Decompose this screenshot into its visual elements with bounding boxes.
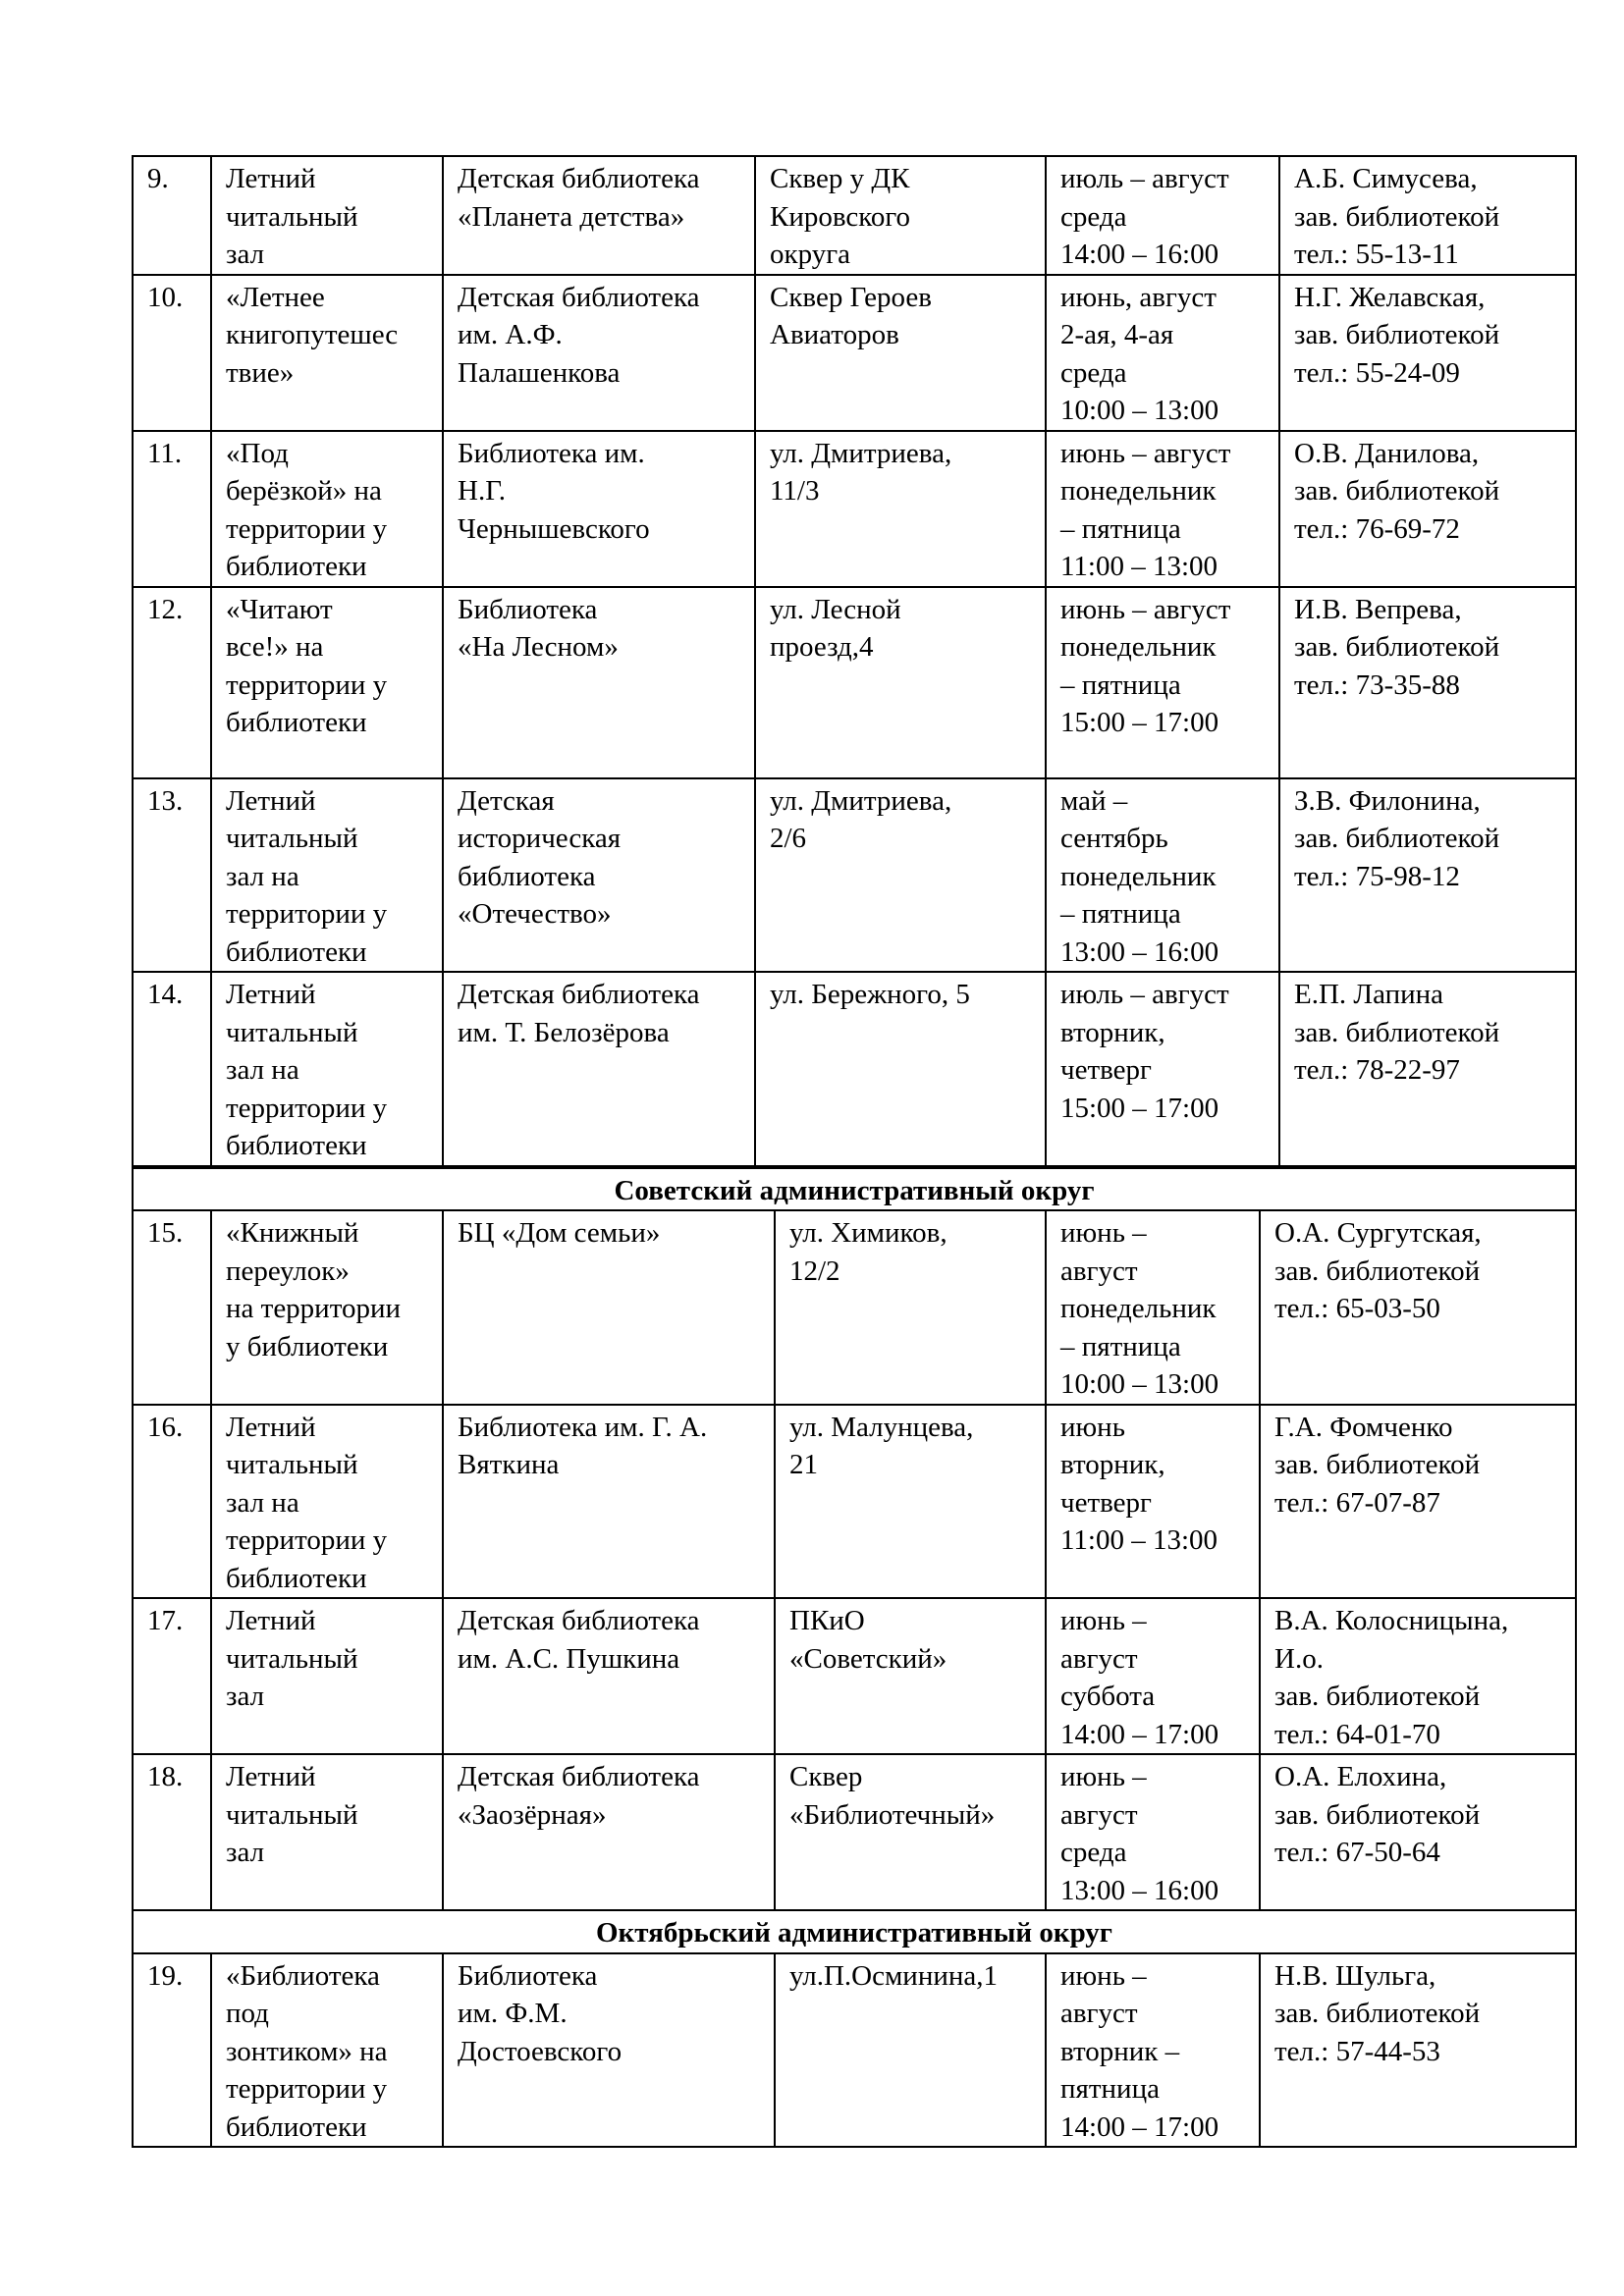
cell-location: Сквер Героев Авиаторов (755, 275, 1046, 431)
cell-number: 9. (133, 156, 211, 275)
cell-number: 11. (133, 431, 211, 587)
cell-event-name: «Книжный переулок» на территории у библиотеки (211, 1210, 443, 1405)
section-title-oktyabrsky: Октябрьский административный округ (133, 1910, 1576, 1953)
cell-contact: О.В. Данилова, зав. библиотекой тел.: 76-69-72 (1279, 431, 1576, 587)
cell-location: ул. Дмитриева, 2/6 (755, 778, 1046, 973)
cell-contact: З.В. Филонина, зав. библиотекой тел.: 75-98-12 (1279, 778, 1576, 973)
cell-event-name: «Читают все!» на территории у библиотеки (211, 587, 443, 778)
cell-library: Детская библиотека «Заозёрная» (443, 1754, 775, 1910)
table-row (133, 972, 1576, 1166)
cell-schedule: июнь, август 2-ая, 4-ая среда 10:00 – 13:00 (1046, 275, 1279, 431)
cell-number: 14. (133, 972, 211, 1166)
cell-location: ул. Дмитриева, 11/3 (755, 431, 1046, 587)
cell-location: ул. Химиков, 12/2 (775, 1210, 1046, 1405)
cell-number: 18. (133, 1754, 211, 1910)
cell-library: Библиотека им. Н.Г. Чернышевского (443, 431, 755, 587)
cell-number: 12. (133, 587, 211, 778)
cell-library: Детская библиотека им. А.Ф. Палашенкова (443, 275, 755, 431)
table-row (133, 778, 1576, 973)
cell-schedule: июль – август среда 14:00 – 16:00 (1046, 156, 1279, 275)
cell-event-name: «Под берёзкой» на территории у библиотеки (211, 431, 443, 587)
table-body-sovetsky (133, 1210, 1576, 1910)
document-page (132, 155, 1575, 2148)
cell-location: ул. Бережного, 5 (755, 972, 1046, 1166)
section-title-sovetsky: Советский административный округ (133, 1168, 1576, 1211)
cell-schedule: июнь – август вторник – пятница 14:00 – 17:00 (1046, 1953, 1260, 2148)
cell-library: Библиотека им. Г. А. Вяткина (443, 1405, 775, 1599)
cell-event-name: «Библиотека под зонтиком» на территории у библиотеки (211, 1953, 443, 2148)
table-body-oktyabrsky (133, 1953, 1576, 2148)
cell-event-name: «Летнее книгопутешес твие» (211, 275, 443, 431)
cell-number: 16. (133, 1405, 211, 1599)
cell-event-name: Летний читальный зал на территории у библиотеки (211, 778, 443, 973)
section-header-row (133, 1168, 1576, 1211)
cell-contact: О.А. Сургутская, зав. библиотекой тел.: 65-03-50 (1260, 1210, 1576, 1405)
cell-schedule: июнь – август среда 13:00 – 16:00 (1046, 1754, 1260, 1910)
table-row (133, 275, 1576, 431)
cell-schedule: июнь вторник, четверг 11:00 – 13:00 (1046, 1405, 1260, 1599)
cell-location: ул.П.Осминина,1 (775, 1953, 1046, 2148)
cell-library: Детская библиотека им. Т. Белозёрова (443, 972, 755, 1166)
table-row (133, 1405, 1576, 1599)
cell-event-name: Летний читальный зал (211, 156, 443, 275)
cell-event-name: Летний читальный зал на территории у библиотеки (211, 1405, 443, 1599)
table-row (133, 156, 1576, 275)
cell-location: Сквер у ДК Кировского округа (755, 156, 1046, 275)
cell-schedule: июль – август вторник, четверг 15:00 – 17:00 (1046, 972, 1279, 1166)
cell-library: Детская библиотека им. А.С. Пушкина (443, 1598, 775, 1754)
schedule-table-sovetsky (132, 1167, 1577, 2149)
cell-number: 13. (133, 778, 211, 973)
cell-contact: А.Б. Симусева, зав. библиотекой тел.: 55-13-11 (1279, 156, 1576, 275)
cell-number: 10. (133, 275, 211, 431)
cell-contact: Г.А. Фомченко зав. библиотекой тел.: 67-07-87 (1260, 1405, 1576, 1599)
cell-library: Библиотека «На Лесном» (443, 587, 755, 778)
cell-schedule: июнь – август понедельник – пятница 10:00 – 13:00 (1046, 1210, 1260, 1405)
table-row (133, 587, 1576, 778)
cell-contact: И.В. Вепрева, зав. библиотекой тел.: 73-35-88 (1279, 587, 1576, 778)
table-row (133, 431, 1576, 587)
cell-location: ул. Малунцева, 21 (775, 1405, 1046, 1599)
table-body-kirovsky (133, 156, 1576, 1166)
table-row (133, 1210, 1576, 1405)
cell-event-name: Летний читальный зал на территории у библиотеки (211, 972, 443, 1166)
cell-contact: Н.В. Шульга, зав. библиотекой тел.: 57-44-53 (1260, 1953, 1576, 2148)
cell-event-name: Летний читальный зал (211, 1754, 443, 1910)
cell-number: 17. (133, 1598, 211, 1754)
cell-schedule: июнь – август понедельник – пятница 11:00 – 13:00 (1046, 431, 1279, 587)
cell-library: Детская библиотека «Планета детства» (443, 156, 755, 275)
cell-location: ПКиО «Советский» (775, 1598, 1046, 1754)
cell-event-name: Летний читальный зал (211, 1598, 443, 1754)
cell-contact: Н.Г. Желавская, зав. библиотекой тел.: 55-24-09 (1279, 275, 1576, 431)
table-row (133, 1754, 1576, 1910)
schedule-table (132, 155, 1577, 1167)
cell-library: Библиотека им. Ф.М. Достоевского (443, 1953, 775, 2148)
cell-library: БЦ «Дом семьи» (443, 1210, 775, 1405)
section-header-row (133, 1910, 1576, 1953)
cell-number: 15. (133, 1210, 211, 1405)
cell-schedule: июнь – август суббота 14:00 – 17:00 (1046, 1598, 1260, 1754)
cell-location: Сквер «Библиотечный» (775, 1754, 1046, 1910)
table-row (133, 1598, 1576, 1754)
cell-contact: Е.П. Лапина зав. библиотекой тел.: 78-22-97 (1279, 972, 1576, 1166)
cell-schedule: июнь – август понедельник – пятница 15:00 – 17:00 (1046, 587, 1279, 778)
cell-contact: О.А. Елохина, зав. библиотекой тел.: 67-50-64 (1260, 1754, 1576, 1910)
cell-library: Детская историческая библиотека «Отечество» (443, 778, 755, 973)
cell-schedule: май – сентябрь понедельник – пятница 13:00 – 16:00 (1046, 778, 1279, 973)
table-row (133, 1953, 1576, 2148)
cell-contact: В.А. Колосницына, И.о. зав. библиотекой тел.: 64-01-70 (1260, 1598, 1576, 1754)
cell-number: 19. (133, 1953, 211, 2148)
cell-location: ул. Лесной проезд,4 (755, 587, 1046, 778)
